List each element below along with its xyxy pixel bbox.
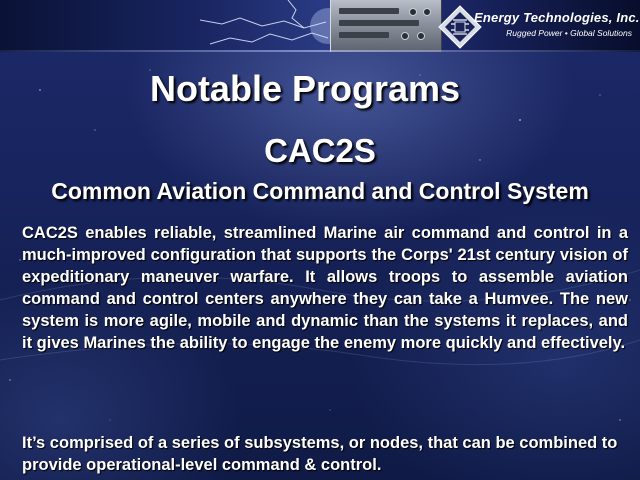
slide-title: Notable Programs: [149, 68, 461, 109]
company-tagline: Rugged Power • Global Solutions: [506, 28, 632, 38]
program-name: CAC2S: [264, 132, 376, 169]
company-name: Energy Technologies, Inc.: [474, 10, 640, 25]
header-bar: [0, 0, 640, 52]
body-paragraph-description: CAC2S enables reliable, streamlined Marine air command and control in a much-improved configuration that supports the Corps' 21st century vision of expeditionary maneuver warfare. It allows troops to assemble aviation command and control centers anywhere they can take a Humvee. The new system is more agile, mobile and dynamic than the systems it replaces, and it gives Marines the ability to engage the enemy more quickly and effectively.: [22, 224, 628, 352]
rack-power-unit-image: [330, 0, 442, 52]
body-paragraph-subsystems: It’s comprised of a series of subsystems, or nodes, that can be combined to provide operational-level command & control.: [22, 434, 618, 474]
program-full-name: Common Aviation Command and Control System: [51, 178, 589, 204]
